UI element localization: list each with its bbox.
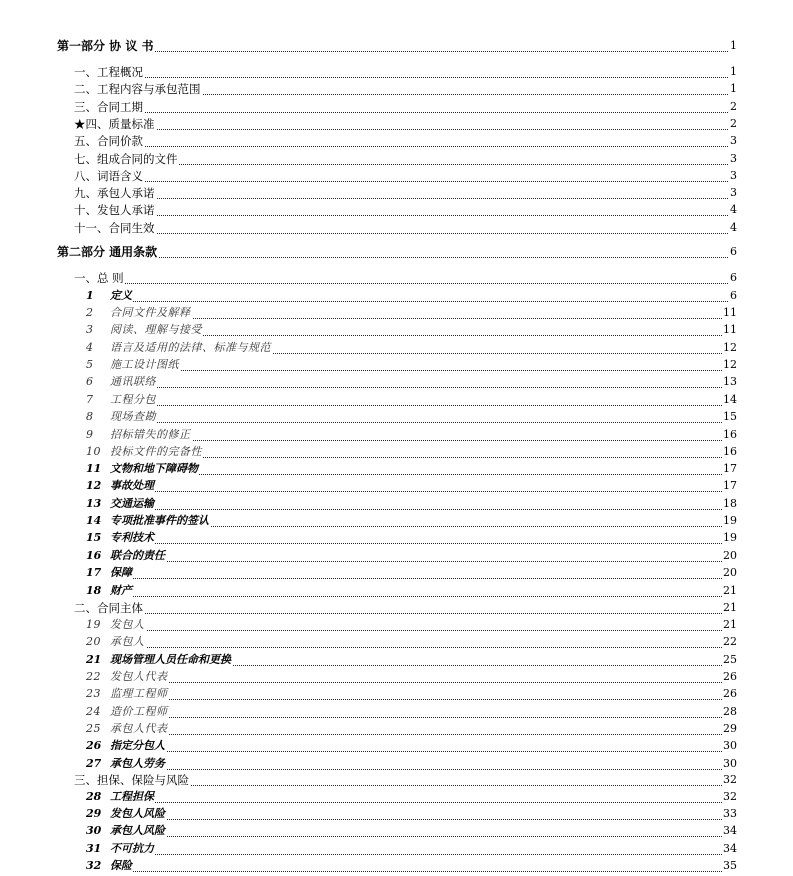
- toc-page-number: 6: [730, 271, 737, 284]
- toc-clause-title: 承包人风险: [110, 824, 165, 837]
- toc-clause-entry[interactable]: [0, 583, 793, 600]
- toc-entry-title: [86, 289, 133, 303]
- toc-clause-entry[interactable]: [0, 288, 793, 305]
- toc-entry-title: [86, 445, 203, 459]
- toc-page-number: 4: [730, 221, 737, 234]
- toc-entry-title: 第一部分 协 议 书: [57, 39, 154, 53]
- dot-leader: [86, 699, 736, 700]
- dot-leader: [74, 233, 736, 234]
- dot-leader: [86, 871, 736, 872]
- toc-clause-title: 发包人代表: [110, 670, 168, 683]
- toc-page-number: 29: [723, 722, 737, 735]
- toc-clause-title: 监理工程师: [110, 687, 168, 700]
- toc-page-number: 3: [730, 169, 737, 182]
- dot-leader: [86, 422, 736, 423]
- toc-entry-title: [86, 635, 146, 649]
- toc-clause-entry[interactable]: [0, 634, 793, 651]
- toc-page-number: 30: [723, 757, 737, 770]
- dot-leader: [86, 387, 736, 388]
- toc-clause-entry[interactable]: [0, 513, 793, 530]
- toc-clause-entry[interactable]: [0, 548, 793, 565]
- toc-page-number: 16: [723, 445, 737, 458]
- toc-clause-title: 阅读、理解与接受: [110, 323, 202, 336]
- toc-clause-entry[interactable]: [0, 357, 793, 374]
- toc-page-number: 20: [723, 549, 737, 562]
- dot-leader: [86, 717, 736, 718]
- toc-entry-title: 二、合同主体: [74, 601, 143, 615]
- toc-entry-title: [86, 859, 133, 873]
- toc-entry-title: [86, 341, 272, 355]
- toc-page-number: 25: [723, 653, 737, 666]
- toc-section-entry[interactable]: [0, 151, 793, 168]
- dot-leader: [86, 301, 736, 302]
- toc-entry-title: 八、词语含义: [74, 169, 143, 183]
- toc-clause-title: 发包人风险: [110, 807, 165, 820]
- toc-entry-title: [86, 428, 192, 442]
- toc-section-entry[interactable]: [0, 81, 793, 98]
- toc-entry-title: 第二部分 通用条款: [57, 245, 158, 259]
- toc-clause-entry[interactable]: [0, 841, 793, 858]
- toc-clause-number: 30: [86, 824, 102, 837]
- toc-clause-number: 13: [86, 497, 102, 510]
- toc-page-number: 14: [723, 393, 737, 406]
- toc-clause-title: 投标文件的完备性: [110, 445, 202, 458]
- toc-clause-number: 21: [86, 653, 102, 666]
- toc-entry-title: [86, 375, 157, 389]
- toc-clause-title: 合同文件及解释: [110, 306, 191, 319]
- toc-entry-title: 一、工程概况: [74, 65, 143, 79]
- dot-leader: [86, 509, 736, 510]
- toc-clause-entry[interactable]: [0, 738, 793, 755]
- toc-page-number: 19: [723, 531, 737, 544]
- toc-clause-number: 23: [86, 687, 101, 700]
- dot-leader: [86, 405, 736, 406]
- toc-page-number: 12: [723, 358, 737, 371]
- toc-clause-entry[interactable]: [0, 340, 793, 357]
- toc-section-entry[interactable]: [0, 116, 793, 133]
- toc-clause-title: 定义: [110, 289, 132, 302]
- toc-entry-title: [86, 531, 155, 545]
- toc-clause-number: 29: [86, 807, 102, 820]
- toc-clause-title: 事故处理: [110, 479, 154, 492]
- dot-leader: [86, 734, 736, 735]
- toc-entry-title: 七、组成合同的文件: [74, 152, 178, 166]
- toc-entry-title: [86, 549, 166, 563]
- toc-page-number: 2: [730, 117, 737, 130]
- toc-clause-entry[interactable]: [0, 806, 793, 823]
- dot-leader: [57, 51, 736, 52]
- toc-entry-title: [86, 739, 166, 753]
- toc-clause-number: 5: [86, 358, 94, 371]
- toc-clause-entry[interactable]: [0, 823, 793, 840]
- toc-clause-number: 32: [86, 859, 102, 872]
- toc-section-entry[interactable]: [0, 202, 793, 219]
- dot-leader: [74, 181, 736, 182]
- toc-page-number: 18: [723, 497, 737, 510]
- toc-entry-title: [86, 358, 180, 372]
- toc-section-entry[interactable]: [0, 270, 793, 287]
- toc-page-number: 33: [723, 807, 737, 820]
- toc-page-number: 1: [730, 39, 737, 52]
- toc-entry-title: 九、承包人承诺: [74, 186, 155, 200]
- toc-entry-title: [86, 393, 157, 407]
- toc-clause-entry[interactable]: [0, 374, 793, 391]
- dot-leader: [86, 561, 736, 562]
- toc-page-number: 17: [723, 479, 737, 492]
- toc-entry-title: [86, 566, 133, 580]
- toc-clause-title: 承包人: [110, 635, 145, 648]
- toc-entry-title: [86, 618, 146, 632]
- toc-clause-entry[interactable]: [0, 461, 793, 478]
- dot-leader: [86, 819, 736, 820]
- toc-entry-title: [86, 306, 192, 320]
- toc-clause-number: 7: [86, 393, 94, 406]
- toc-clause-entry[interactable]: [0, 669, 793, 686]
- dot-leader: [86, 802, 736, 803]
- toc-clause-number: 31: [86, 842, 102, 855]
- toc-clause-number: 11: [86, 462, 102, 475]
- toc-page-number: 19: [723, 514, 737, 527]
- toc-clause-number: 18: [86, 584, 102, 597]
- toc-page-number: 3: [730, 134, 737, 147]
- toc-section-entry[interactable]: [0, 220, 793, 237]
- toc-clause-entry[interactable]: [0, 322, 793, 339]
- toc-clause-number: 26: [86, 739, 102, 752]
- toc-clause-number: 4: [86, 341, 94, 354]
- toc-clause-title: 现场查勘: [110, 410, 156, 423]
- toc-clause-entry[interactable]: [0, 565, 793, 582]
- toc-page-number: 22: [723, 635, 737, 648]
- toc-entry-title: [86, 323, 203, 337]
- toc-page-number: 4: [730, 203, 737, 216]
- dot-leader: [86, 578, 736, 579]
- toc-clause-number: 24: [86, 705, 101, 718]
- toc-clause-title: 招标错失的修正: [110, 428, 191, 441]
- toc-entry-title: [86, 497, 155, 511]
- toc-entry-title: 三、担保、保险与风险: [74, 773, 189, 787]
- toc-page-number: 17: [723, 462, 737, 475]
- toc-entry-title: 五、合同价款: [74, 134, 143, 148]
- toc-clause-entry[interactable]: [0, 530, 793, 547]
- toc-clause-title: 造价工程师: [110, 705, 168, 718]
- toc-entry-title: [86, 824, 166, 838]
- toc-clause-entry[interactable]: [0, 858, 793, 875]
- toc-page-number: 26: [723, 670, 737, 683]
- toc-entry-title: [86, 514, 210, 528]
- dot-leader: [86, 370, 736, 371]
- toc-clause-entry[interactable]: [0, 704, 793, 721]
- toc-clause-title: 联合的责任: [110, 549, 165, 562]
- toc-clause-entry[interactable]: [0, 478, 793, 495]
- toc-clause-title: 专利技术: [110, 531, 154, 544]
- toc-clause-number: 6: [86, 375, 94, 388]
- toc-clause-number: 2: [86, 306, 94, 319]
- toc-page-number: 16: [723, 428, 737, 441]
- toc-clause-entry[interactable]: [0, 789, 793, 806]
- dot-leader: [86, 854, 736, 855]
- toc-page-number: 6: [730, 245, 737, 258]
- toc-entry-title: 二、工程内容与承包范围: [74, 82, 201, 96]
- toc-entry-title: 一、总 则: [74, 271, 124, 285]
- toc-clause-title: 承包人劳务: [110, 757, 165, 770]
- toc-clause-number: 1: [86, 289, 94, 302]
- toc-clause-entry[interactable]: [0, 617, 793, 634]
- dot-leader: [86, 491, 736, 492]
- toc-entry-title: [86, 410, 157, 424]
- dot-leader: [74, 613, 736, 614]
- toc-page-number: 3: [730, 186, 737, 199]
- toc-clause-number: 25: [86, 722, 101, 735]
- toc-clause-title: 交通运输: [110, 497, 154, 510]
- toc-clause-title: 施工设计图纸: [110, 358, 179, 371]
- toc-clause-title: 现场管理人员任命和更换: [110, 653, 231, 666]
- toc-clause-entry[interactable]: [0, 496, 793, 513]
- toc-page-number: 21: [723, 618, 737, 631]
- toc-clause-title: 保险: [110, 859, 132, 872]
- dot-leader: [86, 647, 736, 648]
- toc-clause-number: 22: [86, 670, 101, 683]
- toc-page-number: 1: [730, 65, 737, 78]
- toc-clause-title: 指定分包人: [110, 739, 165, 752]
- dot-leader: [57, 257, 736, 258]
- toc-clause-entry[interactable]: [0, 409, 793, 426]
- toc-clause-title: 文物和地下障碍物: [110, 462, 198, 475]
- toc-page-number: 32: [723, 790, 737, 803]
- toc-section-entry[interactable]: [0, 600, 793, 617]
- toc-page-number: 34: [723, 842, 737, 855]
- toc-entry-title: 三、合同工期: [74, 100, 143, 114]
- toc-page-number: 11: [723, 306, 737, 319]
- dot-leader: [86, 836, 736, 837]
- toc-clause-title: 工程担保: [110, 790, 154, 803]
- toc-clause-entry[interactable]: [0, 756, 793, 773]
- toc-page-number: 21: [723, 584, 737, 597]
- dot-leader: [86, 630, 736, 631]
- toc-clause-number: 14: [86, 514, 102, 527]
- toc-section-entry[interactable]: [0, 772, 793, 789]
- toc-entry-title: ★四、质量标准: [74, 117, 155, 131]
- toc-clause-title: 财产: [110, 584, 132, 597]
- toc-clause-number: 17: [86, 566, 102, 579]
- toc-entry-title: [86, 462, 199, 476]
- toc-clause-title: 工程分包: [110, 393, 156, 406]
- toc-entry-title: [86, 584, 133, 598]
- toc-page-number: 11: [723, 323, 737, 336]
- toc-entry-title: [86, 790, 155, 804]
- toc-entry-title: [86, 653, 232, 667]
- toc-page-number: 34: [723, 824, 737, 837]
- toc-entry-title: [86, 722, 169, 736]
- toc-clause-title: 承包人代表: [110, 722, 168, 735]
- dot-leader: [86, 596, 736, 597]
- toc-entry-title: 十一、合同生效: [74, 221, 155, 235]
- dot-leader: [86, 543, 736, 544]
- toc-clause-number: 9: [86, 428, 94, 441]
- toc-entry-title: [86, 670, 169, 684]
- toc-clause-number: 20: [86, 635, 101, 648]
- toc-clause-title: 不可抗力: [110, 842, 154, 855]
- toc-entry-title: [86, 479, 155, 493]
- toc-part-heading[interactable]: [0, 244, 793, 261]
- toc-clause-number: 12: [86, 479, 102, 492]
- toc-clause-number: 10: [86, 445, 101, 458]
- toc-page-number: 2: [730, 100, 737, 113]
- dot-leader: [86, 751, 736, 752]
- toc-page-number: 30: [723, 739, 737, 752]
- toc-section-entry[interactable]: [0, 99, 793, 116]
- toc-clause-number: 28: [86, 790, 102, 803]
- toc-clause-title: 专项批准事件的签认: [110, 514, 209, 527]
- toc-page-number: 35: [723, 859, 737, 872]
- toc-clause-entry[interactable]: [0, 721, 793, 738]
- toc-clause-number: 27: [86, 757, 102, 770]
- toc-section-entry[interactable]: [0, 185, 793, 202]
- toc-clause-entry[interactable]: [0, 305, 793, 322]
- toc-clause-number: 15: [86, 531, 102, 544]
- dot-leader: [86, 769, 736, 770]
- toc-part-heading[interactable]: [0, 38, 793, 55]
- toc-entry-title: [86, 807, 166, 821]
- toc-page-number: 28: [723, 705, 737, 718]
- toc-entry-title: [86, 842, 155, 856]
- toc-page-number: 13: [723, 375, 737, 388]
- toc-clause-number: 19: [86, 618, 101, 631]
- toc-clause-title: 通讯联络: [110, 375, 156, 388]
- toc-entry-title: 十、发包人承诺: [74, 203, 155, 217]
- dot-leader: [74, 146, 736, 147]
- dot-leader: [74, 215, 736, 216]
- toc-section-entry[interactable]: [0, 168, 793, 185]
- dot-leader: [86, 682, 736, 683]
- toc-clause-entry[interactable]: [0, 444, 793, 461]
- toc-clause-number: 16: [86, 549, 102, 562]
- toc-entry-title: [86, 687, 169, 701]
- toc-clause-entry[interactable]: [0, 686, 793, 703]
- dot-leader: [74, 129, 736, 130]
- toc-page-number: 26: [723, 687, 737, 700]
- toc-page-number: 32: [723, 773, 737, 786]
- toc-clause-number: 3: [86, 323, 94, 336]
- toc-page-number: 15: [723, 410, 737, 423]
- toc-clause-title: 保障: [110, 566, 132, 579]
- toc-page-number: 1: [730, 82, 737, 95]
- toc-clause-number: 8: [86, 410, 94, 423]
- toc-clause-entry[interactable]: [0, 652, 793, 669]
- toc-clause-entry[interactable]: [0, 427, 793, 444]
- toc-entry-title: [86, 705, 169, 719]
- toc-section-entry[interactable]: [0, 64, 793, 81]
- toc-section-entry[interactable]: [0, 133, 793, 150]
- toc-clause-entry[interactable]: [0, 392, 793, 409]
- toc-page-number: 21: [723, 601, 737, 614]
- toc-page-number: 20: [723, 566, 737, 579]
- dot-leader: [74, 198, 736, 199]
- dot-leader: [74, 283, 736, 284]
- toc-page-number: 12: [723, 341, 737, 354]
- dot-leader: [74, 77, 736, 78]
- toc-clause-title: 语言及适用的法律、标准与规范: [110, 341, 271, 354]
- toc-entry-title: [86, 757, 166, 771]
- toc-page-number: 3: [730, 152, 737, 165]
- dot-leader: [74, 112, 736, 113]
- toc-page-number: 6: [730, 289, 737, 302]
- toc-clause-title: 发包人: [110, 618, 145, 631]
